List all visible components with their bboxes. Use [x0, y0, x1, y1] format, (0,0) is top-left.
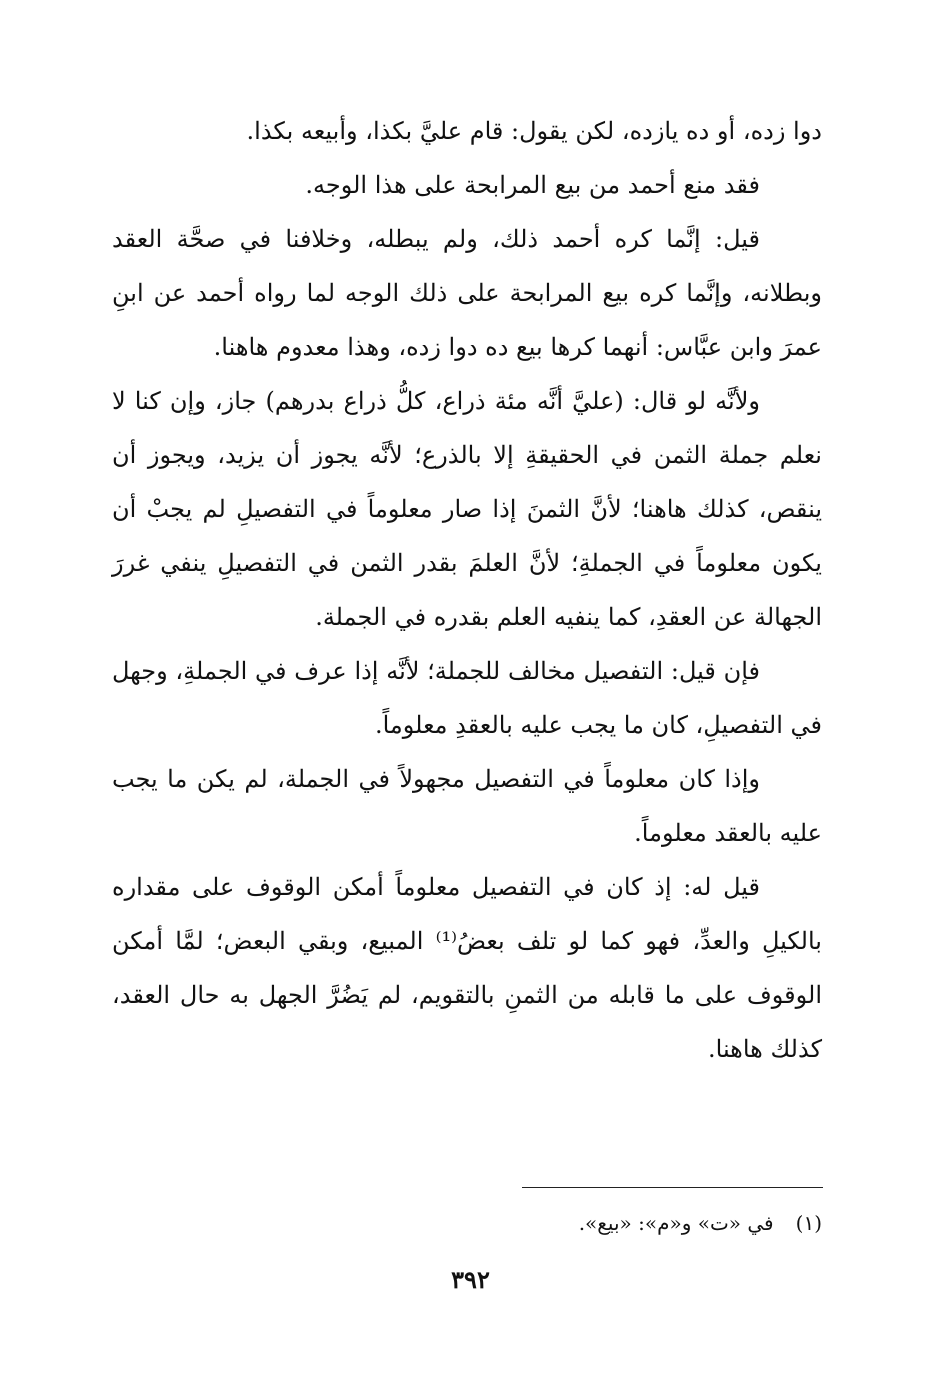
- footnote-number: (١): [795, 1211, 822, 1235]
- main-text: [112, 104, 822, 1076]
- paragraph: فقد منع أحمد من بيع المرابحة على هذا الوجه.: [305, 171, 760, 199]
- footnote: [300, 1206, 822, 1240]
- paragraph: فإن قيل: التفصيل مخالف للجملة؛ لأنَّه إذا عرف في الجملةِ، وجهل في التفصيلِ، كان ما يجب عليه بالعقدِ معلوماً.: [112, 657, 822, 739]
- page-number: ٣٩٢: [451, 1265, 490, 1294]
- paragraph: ولأنَّه لو قال: (عليَّ أنَّه مئة ذراع، كلُّ ذراع بدرهم) جاز، وإن كنا لا نعلم جملة الثمن في الحقيقةِ إلا بالذرع؛ لأنَّه يجوز أن يزيد، ويجوز أن ينقص، كذلك هاهنا؛ لأنَّ الثمنَ إذا صار معلوماً في التفصيلِ لم يجبْ أن يكون معلوماً في الجملةِ؛ لأنَّ العلمَ بقدر الثمن في التفصيلِ ينفي غررَ الجهالة عن العقدِ، كما ينفيه العلم بقدره في الجملة.: [112, 387, 822, 631]
- paragraph: وإذا كان معلوماً في التفصيل مجهولاً في الجملة، لم يكن ما يجب عليه بالعقد معلوماً.: [112, 765, 822, 847]
- footnote-divider: [522, 1187, 823, 1188]
- footnote-text: في «ت» و«م»: «بيع».: [578, 1211, 774, 1235]
- paragraph: قيل: إنَّما كره أحمد ذلك، ولم يبطله، وخلافنا في صحَّة العقد وبطلانه، وإنَّما كره بيع المرابحة على ذلك الوجه لما رواه أحمد عن ابنِ عمرَ وابن عبَّاس: أنهما كرها بيع ده دوا زده، وهذا معدوم هاهنا.: [112, 225, 822, 361]
- paragraph-continuation: دوا زده، أو ده يازده، لكن يقول: قام عليَّ بكذا، وأبيعه بكذا.: [246, 117, 822, 145]
- paragraph: قيل له: إذ كان في التفصيل معلوماً أمكن الوقوف على مقداره بالكيلِ والعدِّ، فهو كما لو تلف بعضُ⁽¹⁾ المبيع، وبقي البعض؛ لمَّا أمكن الوقوف على ما قابله من الثمنِ بالتقويم، لم يَضُرَّ الجهل به حال العقد، كذلك هاهنا.: [112, 873, 822, 1063]
